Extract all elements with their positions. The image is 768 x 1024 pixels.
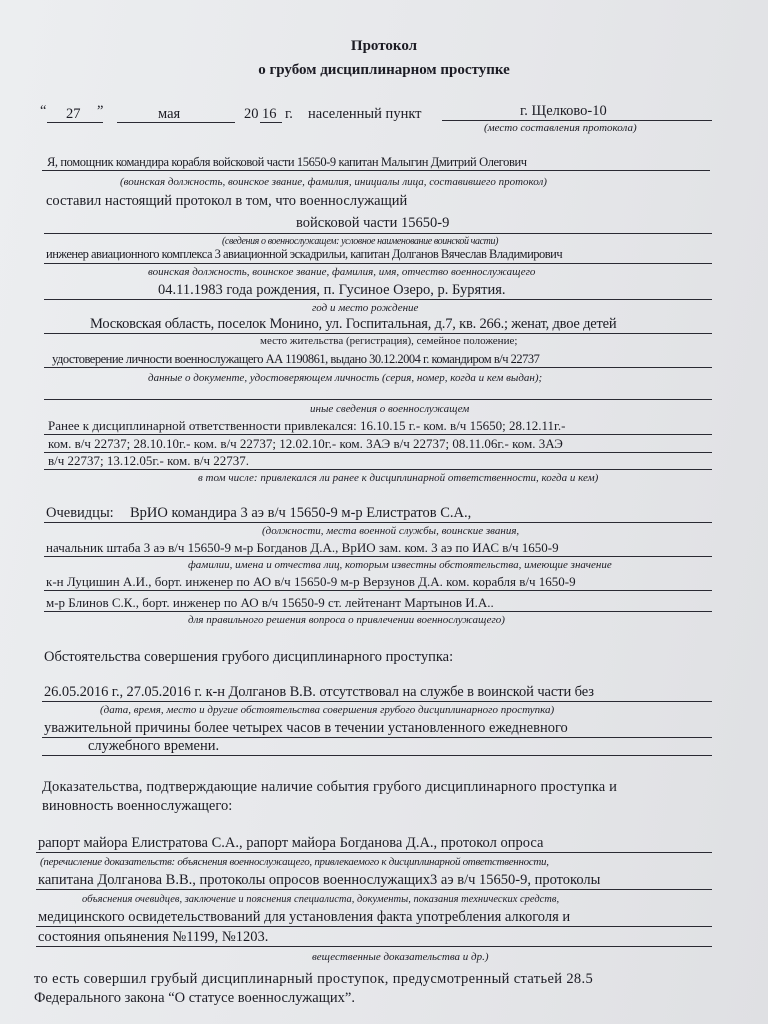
prior-caption: в том числе: привлекался ли ранее к дисциплинарной ответственности, когда и кем)	[198, 472, 599, 484]
evidence-underline-1	[36, 852, 712, 853]
residence-underline	[44, 333, 712, 334]
witnesses-underline-2	[44, 556, 712, 557]
witnesses-line-3: к-н Луцишин А.И., борт. инженер по АО в/ч 15650-9 м-р Верзунов Д.А. ком. корабля в/ч 1650-9	[46, 574, 576, 589]
date-year-prefix: 20	[244, 106, 259, 122]
other-underline	[44, 399, 712, 400]
evidence-underline-4	[36, 946, 712, 947]
witnesses-caption-2: фамилии, имена и отчества лиц, которым известны обстоятельства, имеющие значение	[188, 559, 612, 571]
prior-line-3: в/ч 22737; 13.12.05г.- ком. в/ч 22737.	[48, 453, 250, 468]
evidence-line-1: рапорт майора Елистратова С.А., рапорт майора Богданова Д.А., протокол опроса	[38, 835, 544, 851]
settlement-underline	[442, 120, 712, 121]
id-doc-caption: данные о документе, удостоверяющем личность (серия, номер, когда и кем выдан);	[148, 372, 543, 384]
circumstances-underline-3	[42, 755, 712, 756]
author-text: Я, помощник командира корабля войсковой части 15650-9 капитан Малыгин Дмитрий Олегович	[47, 155, 527, 169]
date-year-underline	[260, 122, 282, 123]
unit-underline	[44, 233, 712, 234]
settlement-value: г. Щелково-10	[520, 103, 607, 119]
compiled-line: составил настоящий протокол в том, что военнослужащий	[46, 193, 408, 209]
evidence-heading-2: виновность военнослужащего:	[42, 798, 233, 814]
witnesses-caption-1: (должности, места военной службы, воинские звания,	[262, 525, 520, 537]
birth-text: 04.11.1983 года рождения, п. Гусиное Озеро, р. Бурятия.	[158, 282, 506, 298]
date-month-underline	[117, 122, 235, 123]
other-caption: иные сведения о военнослужащем	[310, 403, 470, 415]
evidence-line-4: состояния опьянения №1199, №1203.	[38, 929, 269, 945]
witnesses-line-2: начальник штаба 3 аэ в/ч 15650-9 м-р Богданов Д.А., ВрИО зам. ком. 3 аэ по ИАС в/ч 1650-9	[46, 540, 559, 555]
evidence-line-3: медицинского освидетельствований для установления факта употребления алкоголя и	[38, 909, 571, 925]
evidence-underline-2	[36, 889, 712, 890]
witnesses-caption-3: для правильного решения вопроса о привлечении военнослужащего)	[188, 614, 505, 626]
evidence-caption-1: (перечисление доказательств: объяснения военнослужащего, привлекаемого к дисциплинарной ответственности,	[40, 856, 549, 868]
witnesses-line-4: м-р Блинов С.К., борт. инженер по АО в/ч 15650-9 ст. лейтенант Мартынов И.А..	[46, 595, 494, 610]
id-doc-text: удостоверение личности военнослужащего АА 1190861, выдано 30.12.2004 г. командиром в/ч 22737	[52, 352, 540, 366]
page-subtitle: о грубом дисциплинарном проступке	[258, 62, 510, 78]
serviceman-caption: воинская должность, воинское звание, фамилия, имя, отчество военнослужащего	[148, 266, 536, 278]
serviceman-underline	[44, 263, 712, 264]
circumstances-line-3: служебного времени.	[88, 738, 220, 754]
prior-underline-3	[44, 469, 712, 470]
evidence-line-2: капитана Долганова В.В., протоколы опросов военнослужащих3 аэ в/ч 15650-9, протоколы	[38, 872, 601, 888]
witnesses-underline-4	[44, 611, 712, 612]
witnesses-underline-3	[44, 590, 712, 591]
id-doc-underline	[44, 367, 712, 368]
evidence-caption-3: вещественные доказательства и др.)	[312, 951, 489, 963]
place-caption: (место составления протокола)	[484, 122, 637, 134]
author-caption: (воинская должность, воинское звание, фамилия, инициалы лица, составившего протокол)	[120, 176, 547, 188]
evidence-caption-2: объяснения очевидцев, заключение и пояснения специалиста, документы, показания технических средств,	[82, 894, 560, 905]
page-title: Протокол	[350, 38, 418, 54]
settlement-label: населенный пункт	[308, 106, 422, 122]
date-quote-close: ”	[97, 103, 104, 119]
residence-caption: место жительства (регистрация), семейное положение;	[260, 335, 518, 347]
residence-text: Московская область, поселок Монино, ул. Госпитальная, д.7, кв. 266.; женат, двое детей	[90, 316, 617, 332]
birth-caption: год и место рождение	[312, 302, 419, 314]
circumstances-heading: Обстоятельства совершения грубого дисциплинарного проступка:	[44, 649, 454, 665]
unit-text: войсковой части 15650-9	[296, 215, 450, 231]
date-quote-open: “	[40, 103, 47, 119]
author-underline	[42, 170, 710, 171]
witnesses-underline-1	[44, 522, 712, 523]
date-day: 27	[66, 106, 81, 122]
prior-line-1: Ранее к дисциплинарной ответственности привлекался: 16.10.15 г.- ком. в/ч 15650; 28.12.11г.-	[48, 418, 566, 433]
date-year-end: г.	[285, 106, 293, 122]
serviceman-text: инженер авиационного комплекса 3 авиационной эскадрильи, капитан Долганов Вячеслав Владимирович	[46, 247, 563, 261]
prior-line-2: ком. в/ч 22737; 28.10.10г.- ком. в/ч 22737; 12.02.10г.- ком. 3АЭ в/ч 22737; 08.11.06г.- ком. 3АЭ	[48, 436, 563, 451]
date-day-underline	[47, 122, 103, 123]
birth-underline	[44, 299, 712, 300]
circumstances-caption: (дата, время, место и другие обстоятельства совершения грубого дисциплинарного проступка)	[100, 704, 555, 716]
circumstances-underline-1	[42, 701, 712, 702]
evidence-heading-1: Доказательства, подтверждающие наличие события грубого дисциплинарного проступка и	[42, 779, 618, 795]
circumstances-line-2: уважительной причины более четырех часов в течении установленного ежедневного	[44, 720, 568, 736]
unit-caption: (сведения о военнослужащем: условное наименование воинской части)	[222, 236, 499, 247]
conclusion-line-1: то есть совершил грубый дисциплинарный проступок, предусмотренный статьей 28.5	[34, 971, 594, 987]
circumstances-line-1: 26.05.2016 г., 27.05.2016 г. к-н Долганов В.В. отсутствовал на службе в воинской части без	[44, 684, 594, 700]
date-year-suffix: 16	[262, 106, 277, 122]
date-month: мая	[158, 106, 181, 122]
witnesses-label: Очевидцы:	[46, 505, 114, 521]
witnesses-line-1: ВрИО командира 3 аэ в/ч 15650-9 м-р Елистратов С.А.,	[130, 505, 472, 521]
conclusion-line-2: Федерального закона “О статусе военнослужащих”.	[34, 990, 355, 1006]
evidence-underline-3	[36, 926, 712, 927]
